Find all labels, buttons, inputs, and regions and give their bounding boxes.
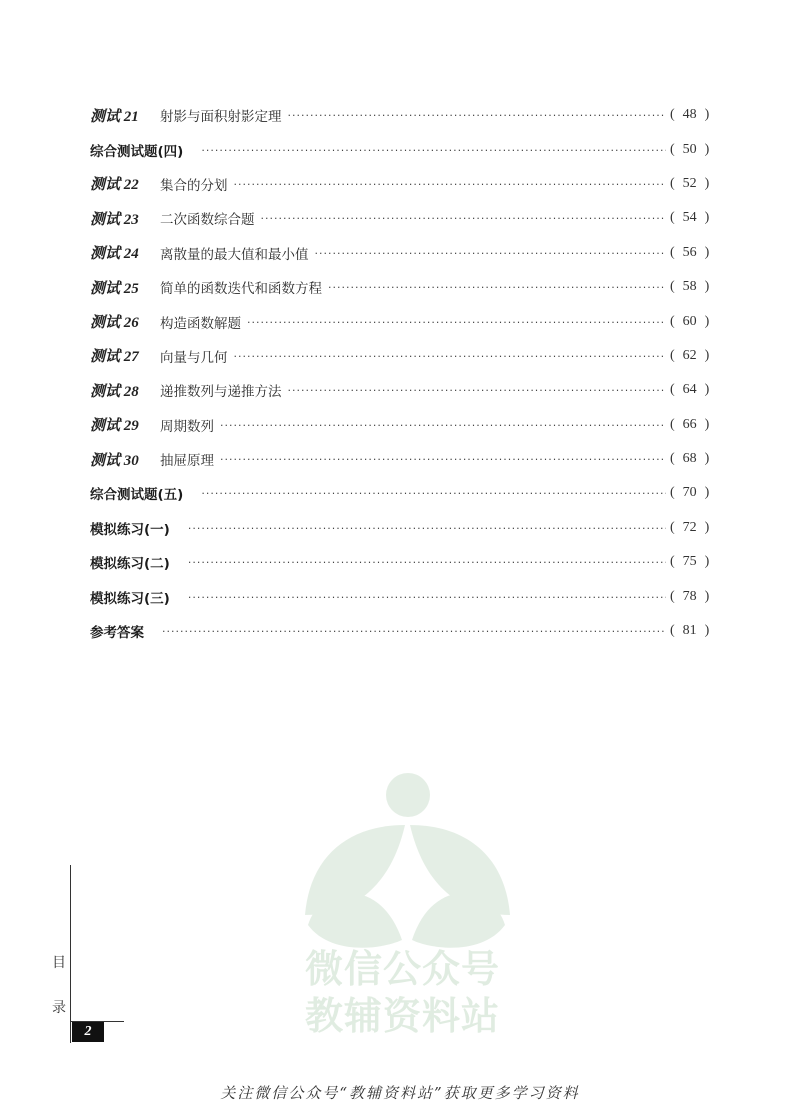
footer-note: 关注微信公众号“教辅资料站”获取更多学习资料 xyxy=(220,1084,580,1102)
toc-page-number: 58 xyxy=(682,279,697,295)
side-label-char-1: 目 xyxy=(52,955,66,971)
toc-page-ref: ( 78 ) xyxy=(670,588,710,604)
side-label-char-2: 录 xyxy=(52,1000,66,1016)
toc-test-label: 测试 21 xyxy=(90,108,139,125)
toc-page-ref: ( 50 ) xyxy=(670,141,710,157)
toc-entry-title: 射影与面积射影定理 xyxy=(160,109,282,126)
toc-entry xyxy=(90,373,712,407)
toc-page-ref: ( 60 ) xyxy=(670,313,710,329)
toc-page-number: 72 xyxy=(682,519,697,535)
toc-entry xyxy=(90,201,712,235)
toc-page-number: 56 xyxy=(682,244,697,260)
dot-leader xyxy=(288,384,667,398)
dot-leader xyxy=(201,144,666,158)
toc-page-number: 62 xyxy=(682,347,697,363)
toc-test-label: 测试 24 xyxy=(90,246,139,263)
dot-leader xyxy=(188,591,666,605)
toc-entry xyxy=(90,270,712,304)
toc-section-title: 综合测试题(四) xyxy=(90,143,184,160)
toc-page-ref: ( 81 ) xyxy=(670,623,710,639)
toc-page-ref: ( 70 ) xyxy=(670,485,710,501)
dot-leader xyxy=(315,247,667,261)
toc-page-ref: ( 72 ) xyxy=(670,519,710,535)
toc-test-label: 测试 25 xyxy=(90,280,139,297)
toc-test-label: 测试 29 xyxy=(90,418,139,435)
dot-leader xyxy=(288,109,667,123)
table-of-contents xyxy=(90,98,712,648)
toc-entry xyxy=(90,408,712,442)
toc-test-label: 测试 26 xyxy=(90,315,139,332)
toc-page-number: 60 xyxy=(682,313,697,329)
toc-entry xyxy=(90,476,712,510)
toc-page-ref: ( 56 ) xyxy=(670,244,710,260)
dot-leader xyxy=(247,316,666,330)
toc-entry-title: 离散量的最大值和最小值 xyxy=(160,246,309,263)
toc-entry-title: 简单的函数迭代和函数方程 xyxy=(160,281,322,298)
toc-test-label: 测试 30 xyxy=(90,452,139,469)
dot-leader xyxy=(188,556,666,570)
toc-page-ref: ( 54 ) xyxy=(670,210,710,226)
toc-page-ref: ( 68 ) xyxy=(670,451,710,467)
toc-page-number: 50 xyxy=(682,141,697,157)
watermark-text-line1: 微信公众号 xyxy=(305,947,501,991)
toc-page-ref: ( 48 ) xyxy=(670,107,710,123)
toc-page-number: 68 xyxy=(682,451,697,467)
toc-entry xyxy=(90,98,712,132)
dot-leader xyxy=(328,281,666,295)
toc-entry xyxy=(90,167,712,201)
toc-test-label: 测试 22 xyxy=(90,177,139,194)
toc-page-number: 81 xyxy=(682,623,697,639)
toc-page-number: 52 xyxy=(682,175,697,191)
dot-leader xyxy=(261,212,667,226)
toc-entry xyxy=(90,304,712,338)
dot-leader xyxy=(220,453,666,467)
toc-page-ref: ( 52 ) xyxy=(670,175,710,191)
toc-entry xyxy=(90,339,712,373)
dot-leader xyxy=(234,178,667,192)
toc-entry xyxy=(90,511,712,545)
toc-section-title: 参考答案 xyxy=(90,625,144,642)
page-number-box: 2 xyxy=(72,1022,104,1042)
toc-page-ref: ( 58 ) xyxy=(670,279,710,295)
toc-section-title: 模拟练习(二) xyxy=(90,556,170,573)
toc-entry-title: 递推数列与递推方法 xyxy=(160,384,282,401)
toc-section-title: 综合测试题(五) xyxy=(90,487,184,504)
toc-page-number: 78 xyxy=(682,588,697,604)
toc-page-number: 75 xyxy=(682,554,697,570)
toc-entry-title: 周期数列 xyxy=(160,418,214,435)
dot-leader xyxy=(162,625,666,639)
toc-entry xyxy=(90,579,712,613)
toc-page-number: 66 xyxy=(682,416,697,432)
toc-page-ref: ( 64 ) xyxy=(670,382,710,398)
watermark-text-line2: 教辅资料站 xyxy=(305,994,501,1038)
toc-entry-title: 抽屉原理 xyxy=(160,453,214,470)
dot-leader xyxy=(201,487,666,501)
toc-test-label: 测试 28 xyxy=(90,383,139,400)
toc-entry xyxy=(90,236,712,270)
toc-entry-title: 构造函数解题 xyxy=(160,315,241,332)
dot-leader xyxy=(220,419,666,433)
dot-leader xyxy=(234,350,667,364)
toc-section-title: 模拟练习(三) xyxy=(90,590,170,607)
toc-page-number: 70 xyxy=(682,485,697,501)
toc-page-number: 64 xyxy=(682,382,697,398)
toc-test-label: 测试 23 xyxy=(90,211,139,228)
toc-entry xyxy=(90,442,712,476)
toc-entry-title: 向量与几何 xyxy=(160,349,228,366)
side-vertical-rule xyxy=(70,865,71,1043)
toc-test-label: 测试 27 xyxy=(90,349,139,366)
toc-entry xyxy=(90,132,712,166)
dot-leader xyxy=(188,522,666,536)
toc-page-ref: ( 75 ) xyxy=(670,554,710,570)
toc-entry-title: 集合的分划 xyxy=(160,177,228,194)
toc-entry xyxy=(90,614,712,648)
toc-page-ref: ( 66 ) xyxy=(670,416,710,432)
toc-section-title: 模拟练习(一) xyxy=(90,521,170,538)
toc-page-number: 48 xyxy=(682,107,697,123)
toc-entry xyxy=(90,545,712,579)
toc-page-ref: ( 62 ) xyxy=(670,347,710,363)
toc-page-number: 54 xyxy=(682,210,697,226)
toc-entry-title: 二次函数综合题 xyxy=(160,212,255,229)
